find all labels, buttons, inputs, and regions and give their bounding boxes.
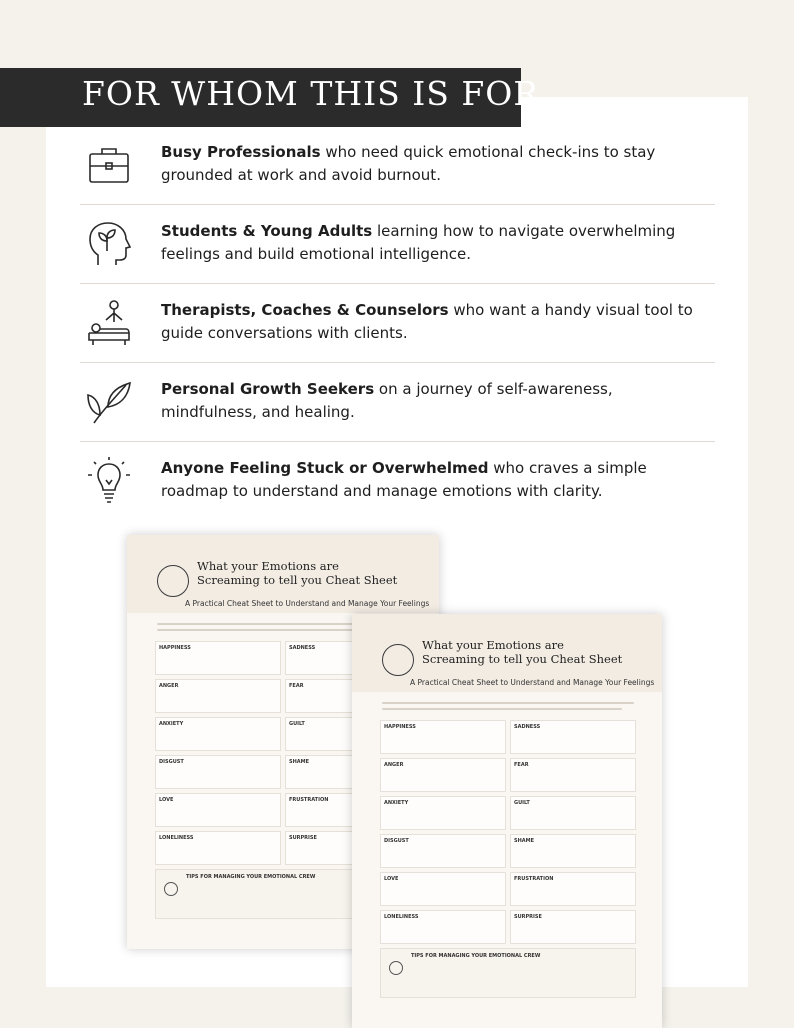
emotion-label: DISGUST [384,838,409,844]
head-plant-icon [84,219,134,269]
sheet-title-line2: Screaming to tell you Cheat Sheet [422,652,623,666]
sheet-title-line1: What your Emotions are [197,559,339,573]
sheet-subtitle: A Practical Cheat Sheet to Understand and Manage Your Feelings [410,678,655,687]
briefcase-icon [84,140,134,190]
sheet-subtitle: A Practical Cheat Sheet to Understand and Manage Your Feelings [185,599,430,608]
emotion-label: SADNESS [514,724,541,730]
audience-list [80,126,715,521]
emotion-label: ANXIETY [384,800,409,806]
sheet-title-line1: What your Emotions are [422,638,564,652]
lightbulb-icon [389,961,403,975]
sheet-title-line2: Screaming to tell you Cheat Sheet [197,573,398,587]
emotion-label: FRUSTRATION [289,797,329,803]
emotion-label: ANXIETY [159,721,184,727]
audience-name: Personal Growth Seekers [161,380,375,398]
audience-item [80,284,715,363]
emotion-label: SHAME [289,759,310,765]
emotion-label: GUILT [289,721,305,727]
emotion-label: GUILT [514,800,530,806]
emotion-label: ANGER [384,762,404,768]
audience-item [80,442,715,521]
emotion-label: LOVE [159,797,174,803]
audience-desc: who want a handy visual tool to guide conversations with clients. [161,301,693,342]
emotion-label: LOVE [384,876,399,882]
emotion-label: HAPPINESS [384,724,416,730]
therapist-icon [84,298,134,348]
audience-name: Students & Young Adults [161,222,373,240]
emotion-label: FEAR [289,683,304,689]
audience-desc: on a journey of self-awareness, mindfulness, and healing. [161,380,613,421]
emotion-label: LONELINESS [159,835,194,841]
audience-name: Anyone Feeling Stuck or Overwhelmed [161,459,489,477]
emotion-label: LONELINESS [384,914,419,920]
faces-icon [382,644,414,676]
audience-desc: learning how to navigate overwhelming feelings and build emotional intelligence. [161,222,676,263]
emotion-label: SURPRISE [289,835,317,841]
emotion-label: SURPRISE [514,914,542,920]
audience-desc: who need quick emotional check-ins to stay grounded at work and avoid burnout. [161,143,656,184]
cheat-sheet-preview-front [352,614,662,1028]
page-title: FOR WHOM THIS IS FOR [82,74,540,113]
audience-item [80,126,715,205]
emotion-label: ANGER [159,683,179,689]
faces-icon [157,565,189,597]
lightbulb-icon [164,882,178,896]
emotion-label: HAPPINESS [159,645,191,651]
audience-item [80,363,715,442]
audience-item [80,205,715,284]
audience-name: Busy Professionals [161,143,321,161]
emotion-label: DISGUST [159,759,184,765]
tips-title: TIPS FOR MANAGING YOUR EMOTIONAL CREW [186,874,316,880]
leaf-icon [84,377,134,427]
tips-title: TIPS FOR MANAGING YOUR EMOTIONAL CREW [411,953,541,959]
emotion-label: SHAME [514,838,535,844]
audience-desc: who craves a simple roadmap to understand and manage emotions with clarity. [161,459,647,500]
emotion-label: FEAR [514,762,529,768]
emotion-label: SADNESS [289,645,316,651]
audience-name: Therapists, Coaches & Counselors [161,301,449,319]
emotion-label: FRUSTRATION [514,876,554,882]
lightbulb-icon [84,456,134,506]
